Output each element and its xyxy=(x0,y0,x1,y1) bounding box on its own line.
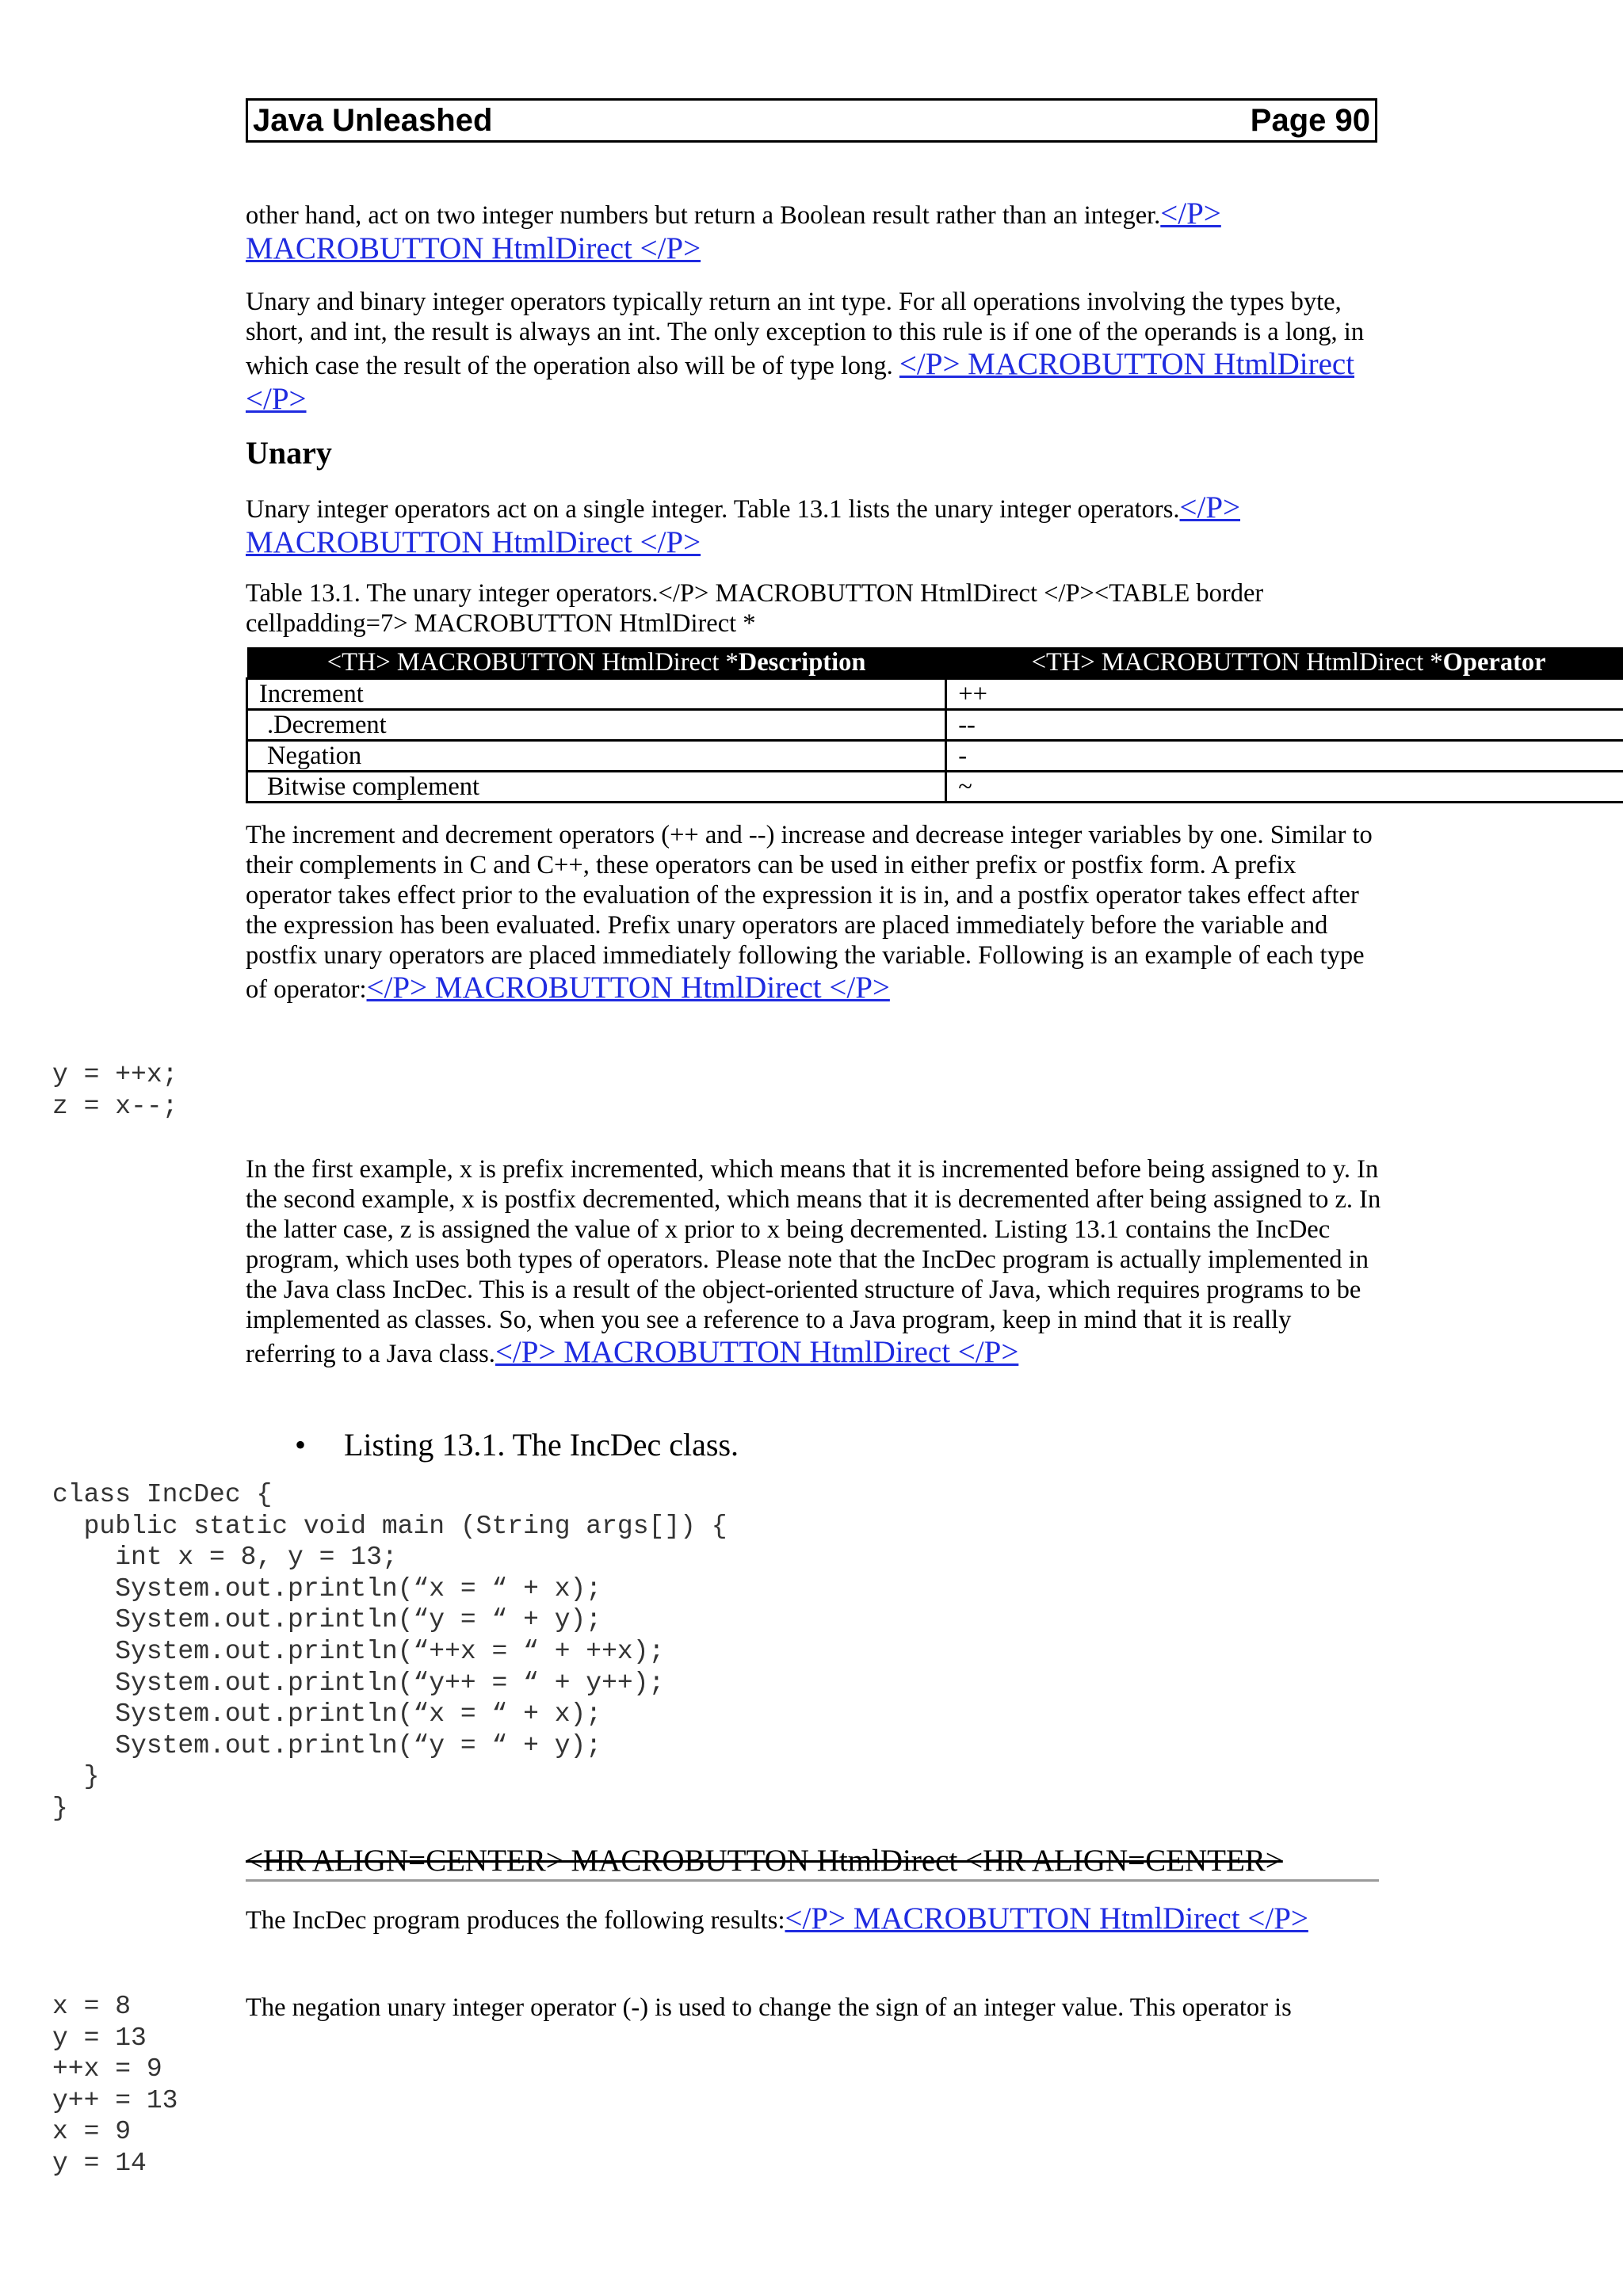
table-cell-operator: ++ xyxy=(946,679,1623,710)
paragraph-text: The IncDec program produces the following results: xyxy=(246,1906,785,1935)
table-cell-description: Bitwise complement xyxy=(247,772,946,803)
macrobutton-link[interactable]: </P> MACROBUTTON HtmlDirect </P> xyxy=(495,1335,1019,1369)
listing-title: Listing 13.1. The IncDec class. xyxy=(344,1427,739,1463)
table-cell-description: Increment xyxy=(247,679,946,710)
macrobutton-link[interactable]: </P> MACROBUTTON HtmlDirect </P> xyxy=(246,490,1241,559)
table-cell-description: Negation xyxy=(247,741,946,772)
paragraph-text: Unary and binary integer operators typically return an int type. For all operations involving the types byte, short, and int, the result is always an int. The only exception to this rule is if one of the operands is a long, in which case the result of the operation also will be of type long. xyxy=(246,288,1365,380)
table-cell-operator: -- xyxy=(946,710,1623,741)
table-cell-operator: ~ xyxy=(946,772,1623,803)
paragraph-text: Unary integer operators act on a single integer. Table 13.1 lists the unary integer operators. xyxy=(246,495,1180,524)
paragraph-7 xyxy=(246,1993,1383,2023)
macrobutton-link[interactable]: </P> MACROBUTTON HtmlDirect </P> xyxy=(246,347,1355,416)
section-heading: Unary xyxy=(246,435,332,471)
unary-operators-table xyxy=(246,647,1623,803)
table-row xyxy=(247,741,1623,772)
paragraph-1 xyxy=(246,196,1383,266)
macrobutton-link[interactable]: </P> MACROBUTTON HtmlDirect </P> xyxy=(366,971,890,1005)
paragraph-text: The negation unary integer operator (-) is used to change the sign of an integer value. This operator is xyxy=(246,1993,1292,2022)
program-output: x = 8 y = 13 ++x = 9 y++ = 13 x = 9 y = 14 xyxy=(52,1992,178,2178)
table-caption: Table 13.1. The unary integer operators.</P> MACROBUTTON HtmlDirect </P><TABLE border cellpadding=7> MACROBUTTON HtmlDirect * xyxy=(246,579,1264,638)
table-header-description: <TH> MACROBUTTON HtmlDirect *Description xyxy=(247,647,946,679)
paragraph-text: other hand, act on two integer numbers but return a Boolean result rather than an integer. xyxy=(246,201,1161,230)
table-row xyxy=(247,679,1623,710)
code-example-prefix-postfix: y = ++x; z = x--; xyxy=(52,1060,178,1121)
paragraph-6 xyxy=(246,1901,1383,1936)
paragraph-5 xyxy=(246,1154,1383,1370)
bullet-icon: • xyxy=(295,1427,307,1463)
paragraph-text: The increment and decrement operators (++ and --) increase and decrease integer variables by one. Similar to their complements in C and C++, these operators can be used in either prefix or postfix form. A prefix operator takes effect prior to the evaluation of the expression it is in, and a postfix operator takes effect after the expression has been evaluated. Prefix unary operators are placed immediately before the variable and postfix unary operators are placed immediately following the variable. Following is an example of each type of operator: xyxy=(246,821,1373,1004)
page-header xyxy=(246,98,1377,143)
code-listing-incdec: class IncDec { public static void main (String args[]) { int x = 8, y = 13; System.out.println(“x = “ + x); System.out.println(“y = “ + y); System.out.println(“++x = “ + ++x); System.out.println(“y++ = “ + y++); System.out.println(“x = “ + x); System.out.println(“y = “ + y); } } xyxy=(52,1480,727,1823)
page-number: Page 90 xyxy=(1250,103,1370,138)
table-row xyxy=(247,772,1623,803)
macrobutton-link[interactable]: </P> MACROBUTTON HtmlDirect </P> xyxy=(785,1901,1308,1936)
hr-macro-text: <HR ALIGN=CENTER> MACROBUTTON HtmlDirect <HR ALIGN=CENTER> xyxy=(246,1844,1283,1878)
horizontal-rule xyxy=(246,1879,1379,1882)
book-title: Java Unleashed xyxy=(253,103,493,138)
table-cell-description: .Decrement xyxy=(247,710,946,741)
macrobutton-link[interactable]: </P> MACROBUTTON HtmlDirect </P> xyxy=(246,196,1221,265)
paragraph-2 xyxy=(246,287,1383,417)
paragraph-3 xyxy=(246,490,1383,560)
paragraph-text: In the first example, x is prefix incremented, which means that it is incremented before being assigned to y. In the second example, x is postfix decremented, which means that it is decremented after being assigned to z. In the latter case, z is assigned the value of x prior to x being decremented. Listing 13.1 contains the IncDec program, which uses both types of operators. Please note that the IncDec program is actually implemented in the Java class IncDec. This is a result of the object-oriented structure of Java, which requires programs to be implemented as classes. So, when you see a reference to a Java program, keep in mind that it is really referring to a Java class. xyxy=(246,1155,1381,1368)
table-header-row xyxy=(247,647,1623,679)
table-header-operator: <TH> MACROBUTTON HtmlDirect *Operator xyxy=(946,647,1623,679)
table-cell-operator: - xyxy=(946,741,1623,772)
table-row xyxy=(247,710,1623,741)
paragraph-4 xyxy=(246,820,1383,1005)
